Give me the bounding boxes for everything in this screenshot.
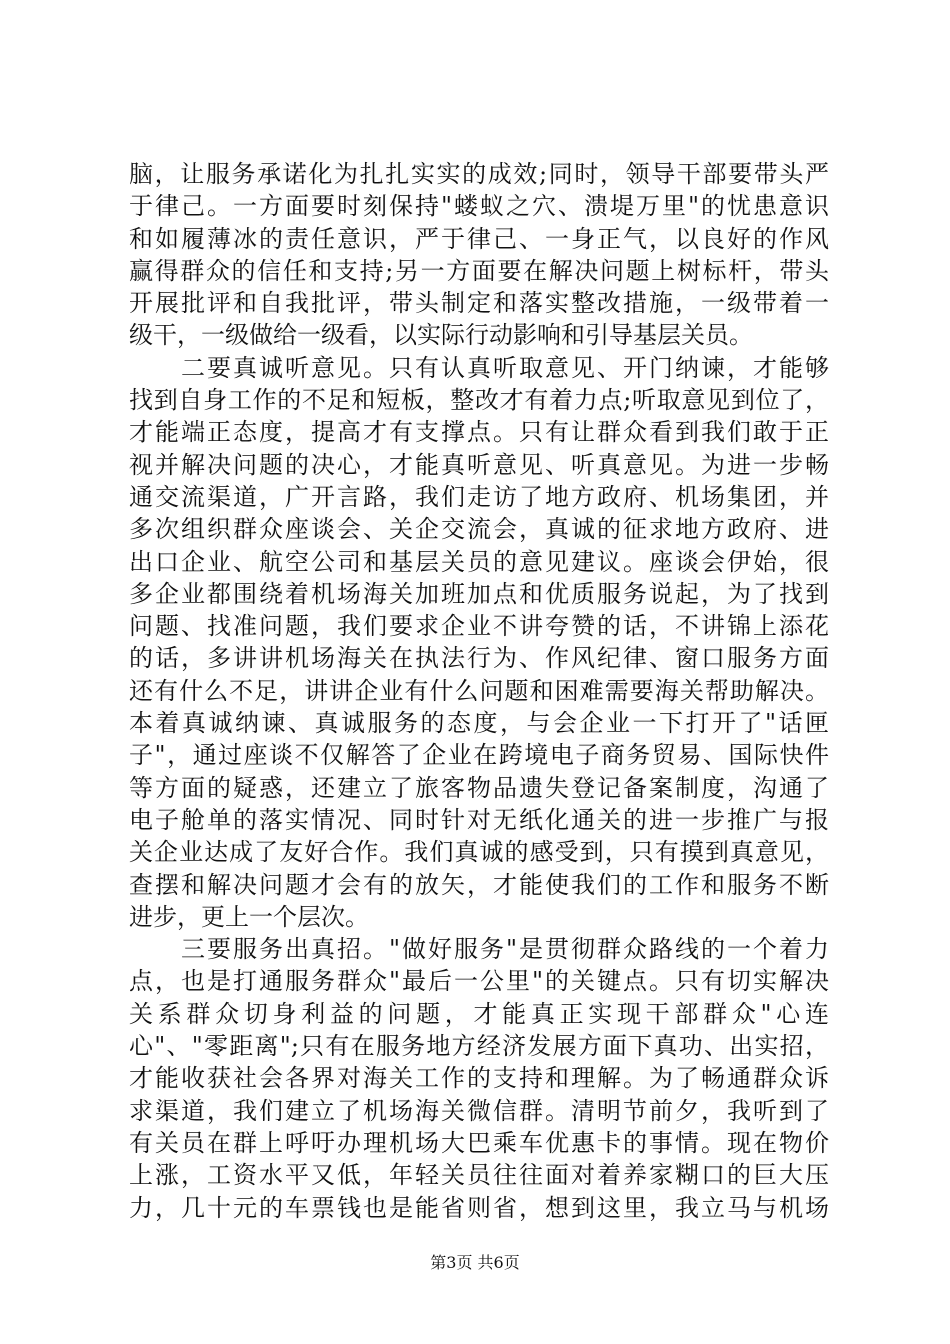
text-line: 和如履薄冰的责任意识，严于律己、一身正气，以良好的作风 <box>129 224 829 253</box>
text-line: 开展批评和自我批评，带头制定和落实整改措施，一级带着一 <box>129 289 829 318</box>
text-line: 关企业达成了友好合作。我们真诚的感受到，只有摸到真意见， <box>129 838 829 867</box>
text-line: 的话，多讲讲机场海关在执法行为、作风纪律、窗口服务方面 <box>129 644 829 673</box>
text-line: 力，几十元的车票钱也是能省则省，想到这里，我立马与机场 <box>129 1193 829 1222</box>
body-text <box>129 158 829 1224</box>
text-line: 级干，一级做给一级看，以实际行动影响和引导基层关员。 <box>129 321 753 350</box>
text-line: 三要服务出真招。"做好服务"是贯彻群众路线的一个着力 <box>129 935 829 964</box>
text-line: 查摆和解决问题才会有的放矢，才能使我们的工作和服务不断 <box>129 870 829 899</box>
text-line: 点，也是打通服务群众"最后一公里"的关键点。只有切实解决 <box>129 967 829 996</box>
text-line: 进步，更上一个层次。 <box>129 902 369 931</box>
text-line: 多企业都围绕着机场海关加班加点和优质服务说起，为了找到 <box>129 579 829 608</box>
text-line: 还有什么不足，讲讲企业有什么问题和困难需要海关帮助解决。 <box>129 676 829 705</box>
text-line: 求渠道，我们建立了机场海关微信群。清明节前夕，我听到了 <box>129 1096 829 1125</box>
text-line: 等方面的疑惑，还建立了旅客物品遗失登记备案制度，沟通了 <box>129 773 829 802</box>
text-line: 脑，让服务承诺化为扎扎实实的成效;同时，领导干部要带头严 <box>129 160 829 188</box>
text-line: 本着真诚纳谏、真诚服务的态度，与会企业一下打开了"话匣 <box>129 709 829 738</box>
text-line: 心"、"零距离";只有在服务地方经济发展方面下真功、出实招， <box>129 1032 829 1061</box>
text-line: 于律己。一方面要时刻保持"蝼蚁之穴、溃堤万里"的忧患意识 <box>129 192 829 221</box>
text-line: 上涨，工资水平又低，年轻关员往往面对着养家糊口的巨大压 <box>129 1161 829 1190</box>
text-line: 出口企业、航空公司和基层关员的意见建议。座谈会伊始，很 <box>129 547 829 576</box>
text-line: 找到自身工作的不足和短板，整改才有着力点;听取意见到位了， <box>129 386 829 415</box>
text-line: 关系群众切身利益的问题，才能真正实现干部群众"心连 <box>129 999 829 1028</box>
page-footer: 第3页 共6页 <box>430 1253 520 1272</box>
text-line: 有关员在群上呼吁办理机场大巴乘车优惠卡的事情。现在物价 <box>129 1128 829 1157</box>
text-line: 赢得群众的信任和支持;另一方面要在解决问题上树标杆，带头 <box>129 256 829 285</box>
text-line: 视并解决问题的决心，才能真听意见、听真意见。为进一步畅 <box>129 450 829 479</box>
text-line: 子"，通过座谈不仅解答了企业在跨境电子商务贸易、国际快件 <box>129 741 829 770</box>
text-line: 电子舱单的落实情况、同时针对无纸化通关的进一步推广与报 <box>129 805 829 834</box>
text-line: 问题、找准问题，我们要求企业不讲夸赞的话，不讲锦上添花 <box>129 612 829 641</box>
text-line: 多次组织群众座谈会、关企交流会，真诚的征求地方政府、进 <box>129 515 829 544</box>
text-line: 才能收获社会各界对海关工作的支持和理解。为了畅通群众诉 <box>129 1064 829 1093</box>
text-line: 二要真诚听意见。只有认真听取意见、开门纳谏，才能够 <box>129 353 829 382</box>
text-line: 才能端正态度，提高才有支撑点。只有让群众看到我们敢于正 <box>129 418 829 447</box>
text-line: 通交流渠道，广开言路，我们走访了地方政府、机场集团，并 <box>129 482 829 511</box>
